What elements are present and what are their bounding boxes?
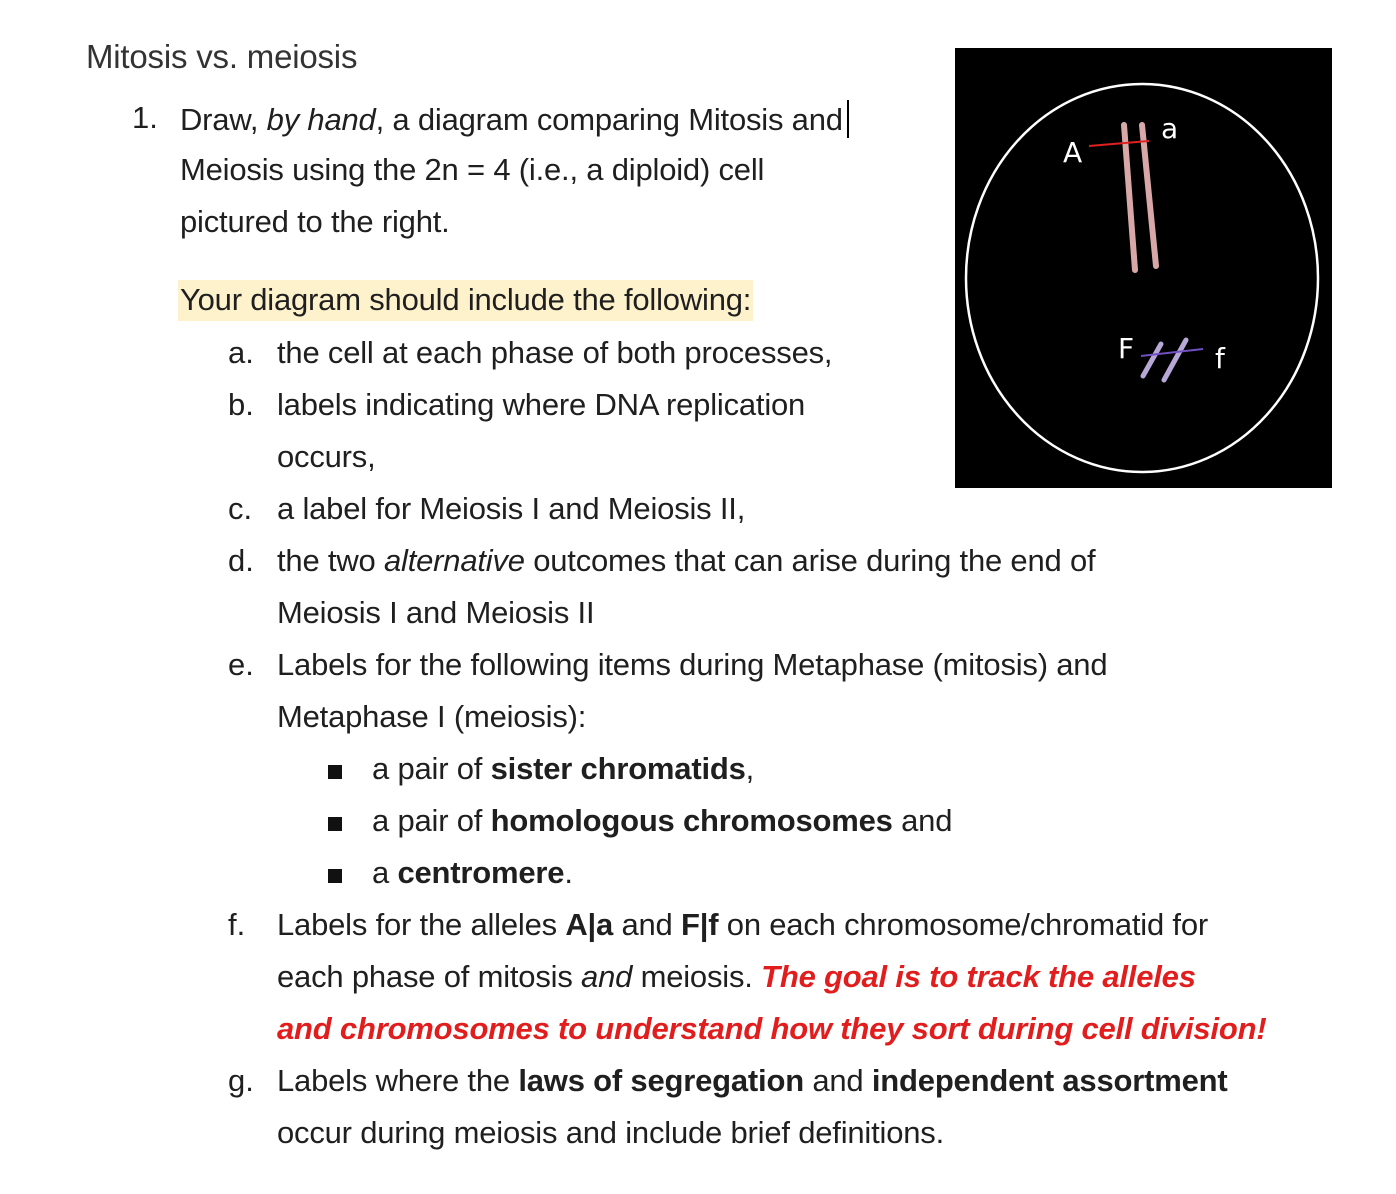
item-d-text-2: Meiosis I and Meiosis II	[277, 595, 595, 630]
allele-marker-Aa	[1089, 141, 1149, 146]
item-d-text-1: the two alternative outcomes that can arise during the end of	[277, 543, 1096, 578]
question-line-1: Draw, by hand, a diagram comparing Mitosis and	[180, 100, 849, 138]
diploid-cell-figure	[955, 48, 1332, 488]
item-f-text-3: and chromosomes to understand how they sort during cell division!	[277, 1011, 1267, 1046]
item-b-text-1: labels indicating where DNA replication	[277, 387, 806, 422]
item-a-marker: a.	[228, 335, 254, 370]
item-c-marker: c.	[228, 491, 253, 526]
item-g-marker: g.	[228, 1063, 254, 1098]
question-number: 1.	[132, 100, 158, 135]
allele-marker-Ff	[1141, 349, 1203, 356]
allele-label-a: a	[1161, 112, 1179, 145]
allele-label-f: f	[1215, 342, 1225, 375]
text-cursor	[847, 100, 849, 138]
item-f-text-1: Labels for the alleles A|a and F|f on each chromosome/chromatid for	[277, 907, 1208, 942]
item-c-text: a label for Meiosis I and Meiosis II,	[277, 491, 746, 526]
bullet-square-icon	[328, 817, 342, 831]
bullet-item: a pair of sister chromatids,	[372, 751, 755, 786]
item-f-text-2: each phase of mitosis and meiosis. The goal is to track the alleles	[277, 959, 1196, 994]
chromosome-F	[1143, 344, 1161, 376]
item-b-text-2: occurs,	[277, 439, 376, 474]
item-d-marker: d.	[228, 543, 254, 578]
allele-label-F: F	[1118, 332, 1135, 365]
item-e-text-1: Labels for the following items during Metaphase (mitosis) and	[277, 647, 1108, 682]
bullet-square-icon	[328, 869, 342, 883]
item-b-marker: b.	[228, 387, 254, 422]
bullet-square-icon	[328, 765, 342, 779]
allele-label-A: A	[1063, 136, 1083, 169]
question-line-2: Meiosis using the 2n = 4 (i.e., a diploid) cell	[180, 152, 765, 187]
item-a-text: the cell at each phase of both processes,	[277, 335, 833, 370]
item-f-marker: f.	[228, 907, 246, 942]
chromosome-A	[1124, 125, 1135, 270]
chromosome-f	[1164, 340, 1186, 380]
question-line-3: pictured to the right.	[180, 204, 450, 239]
item-g-text-2: occur during meiosis and include brief definitions.	[277, 1115, 945, 1150]
item-e-text-2: Metaphase I (meiosis):	[277, 699, 587, 734]
bullet-item: a pair of homologous chromosomes and	[372, 803, 953, 838]
page-title: Mitosis vs. meiosis	[86, 38, 358, 75]
chromosome-a	[1142, 125, 1156, 266]
item-g-text-1: Labels where the laws of segregation and independent assortment	[277, 1063, 1228, 1098]
bullet-item: a centromere.	[372, 855, 573, 890]
cell-diagram	[955, 48, 1332, 488]
requirements-intro: Your diagram should include the following:	[178, 282, 753, 318]
item-e-marker: e.	[228, 647, 254, 682]
